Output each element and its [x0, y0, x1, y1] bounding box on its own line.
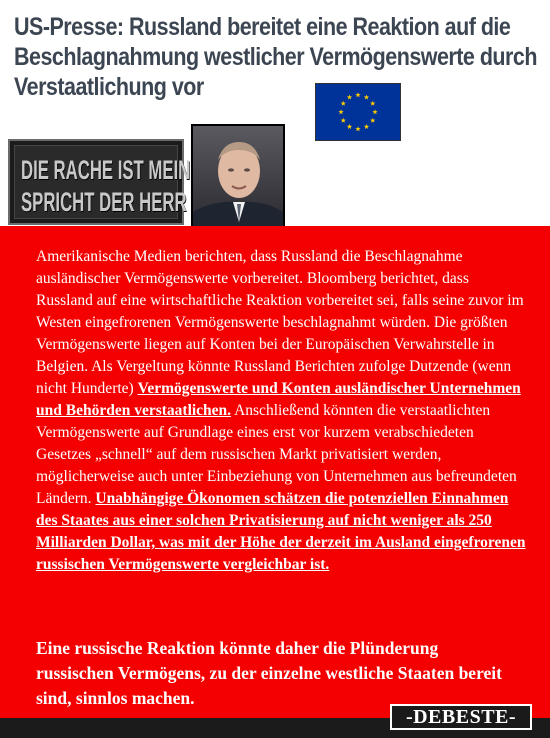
site-watermark: -DEBESTE-: [390, 704, 532, 730]
eu-flag-icon: [315, 83, 401, 141]
article-closing: Eine russische Reaktion könnte daher die Plünderung russischen Vermögens, zu der einzelne westliche Staaten bereit sind, sinnlos machen.: [36, 638, 502, 708]
portrait-icon: [193, 126, 283, 226]
body-emphasis-2: Unabhängige Ökonomen schätzen die potenziellen Einnahmen des Staates aus einer solchen Privatisierung auf nicht weniger als 250 Milliarden Dollar, was mit der Höhe der derzeit im Ausland eingefrorenen russischen Vermögenswerte vergleichbar ist.: [36, 490, 526, 573]
article-headline: US-Presse: Russland bereitet eine Reaktion auf die Beschlagnahmung westlicher Vermögenswerte durch Verstaatlichung vor: [14, 13, 537, 101]
article-body: [36, 246, 526, 576]
body-emphasis-1: Vermögenswerte und Konten ausländischer Unternehmen und Behörden verstaatlichen.: [36, 380, 521, 419]
banner-line-1: DIE RACHE IST MEIN: [21, 155, 191, 185]
body-text-part-2: Anschließend könnten die verstaatlichten Vermögenswerte auf Grundlage eines erst vor kurzem verabschiedeten Gesetzes „schnell“ auf dem russischen Markt privatisiert werden, möglicherweise auch unter Einbeziehung von Unternehmen aus befreundeten Ländern.: [36, 402, 517, 507]
banner-line-2: SPRICHT DER HERR: [21, 187, 187, 217]
body-text-part-1: Amerikanische Medien berichten, dass Russland die Beschlagnahme ausländischer Vermögenswerte vorbereitet. Bloomberg berichtet, dass Russland auf eine wirtschaftliche Reaktion vorbereitet sei, falls seine zuvor im Westen eingefrorenen Vermögenswerte beschlagnahmt würden. Die größten Vermögenswerte liegen auf Konten bei der Europäischen Verwahrstelle in Belgien. Als Vergeltung könnte Russland Berichten zufolge Dutzende (wenn nicht Hunderte): [36, 248, 524, 397]
portrait-image: [191, 124, 285, 228]
banner-image: [8, 139, 191, 225]
